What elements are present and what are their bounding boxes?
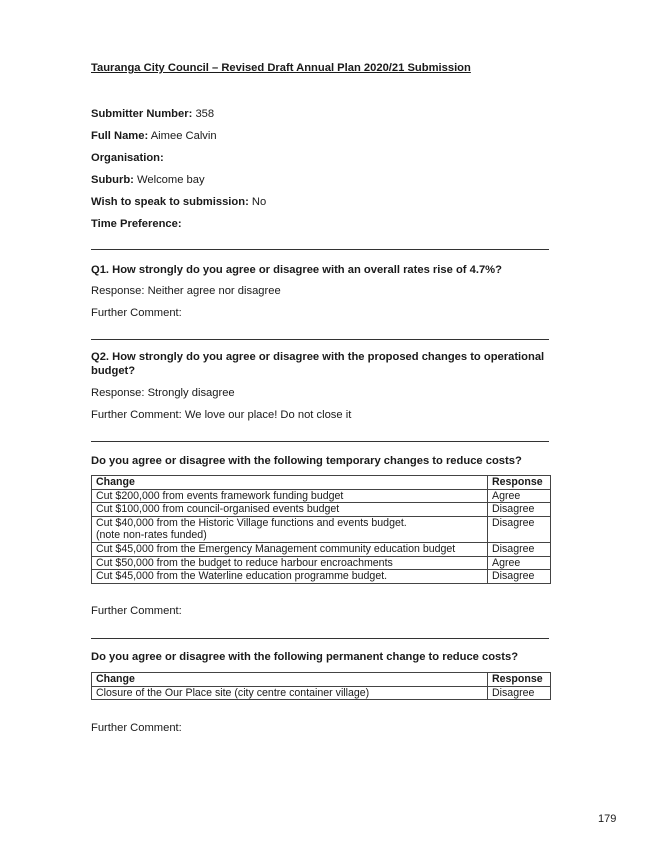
divider [91, 249, 549, 250]
q1-comment: Further Comment: [91, 307, 182, 319]
q2-question: Q2. How strongly do you agree or disagree with the proposed changes to operational budget? [91, 351, 545, 377]
table-row [92, 503, 551, 517]
change-cell: Closure of the Our Place site (city centre container village) [92, 686, 488, 700]
q2-response: Response: Strongly disagree [91, 387, 235, 399]
temporary-comment: Further Comment: [91, 605, 182, 617]
table-header-row [92, 476, 551, 490]
divider [91, 638, 549, 639]
change-cell: Cut $50,000 from the budget to reduce harbour encroachments [92, 556, 488, 570]
submitter-number-value: 358 [195, 108, 215, 120]
full-name-value: Aimee Calvin [150, 130, 217, 142]
header-response: Response [488, 476, 551, 490]
table-row [92, 556, 551, 570]
full-name-label: Full Name: [91, 130, 149, 142]
wish-to-speak-field [91, 196, 266, 208]
submitter-number-label: Submitter Number: [91, 108, 193, 120]
q2-comment: Further Comment: We love our place! Do not close it [91, 409, 352, 421]
permanent-question: Do you agree or disagree with the following permanent change to reduce costs? [91, 651, 519, 663]
table-row [92, 570, 551, 584]
wish-to-speak-value: No [251, 196, 267, 208]
suburb-label: Suburb: [91, 174, 134, 186]
temporary-changes-table [91, 475, 551, 584]
q1-question: Q1. How strongly do you agree or disagree with an overall rates rise of 4.7%? [91, 264, 502, 276]
response-cell: Disagree [488, 570, 551, 584]
header-change: Change [92, 476, 488, 490]
suburb-value: Welcome bay [137, 174, 205, 186]
divider [91, 339, 549, 340]
suburb-field [91, 174, 205, 186]
response-cell: Disagree [488, 542, 551, 556]
response-cell: Disagree [488, 686, 551, 700]
time-preference-label: Time Preference: [91, 218, 182, 230]
full-name-field [91, 130, 217, 142]
submitter-number-field [91, 108, 214, 120]
header-change: Change [92, 673, 488, 687]
table-row [92, 686, 551, 700]
change-cell: Cut $40,000 from the Historic Village functions and events budget. (note non-rates funded) [92, 516, 488, 542]
response-cell: Disagree [488, 503, 551, 517]
change-cell: Cut $100,000 from council-organised events budget [92, 503, 488, 517]
change-cell: Cut $45,000 from the Emergency Management community education budget [92, 542, 488, 556]
change-cell: Cut $200,000 from events framework funding budget [92, 489, 488, 503]
time-preference-field [91, 218, 182, 230]
permanent-change-table [91, 672, 551, 700]
response-cell: Agree [488, 489, 551, 503]
q1-response: Response: Neither agree nor disagree [91, 285, 281, 297]
divider [91, 441, 549, 442]
response-cell: Agree [488, 556, 551, 570]
table-header-row [92, 673, 551, 687]
header-response: Response [488, 673, 551, 687]
wish-to-speak-label: Wish to speak to submission: [91, 196, 249, 208]
response-cell: Disagree [488, 516, 551, 542]
organisation-label: Organisation: [91, 152, 164, 164]
table-row [92, 516, 551, 542]
page-number: 179 [598, 813, 617, 825]
permanent-comment: Further Comment: [91, 722, 182, 734]
change-cell: Cut $45,000 from the Waterline education programme budget. [92, 570, 488, 584]
document-title: Tauranga City Council – Revised Draft Annual Plan 2020/21 Submission [91, 62, 471, 74]
organisation-field [91, 152, 164, 164]
table-row [92, 489, 551, 503]
temporary-question: Do you agree or disagree with the following temporary changes to reduce costs? [91, 455, 522, 467]
table-row [92, 542, 551, 556]
